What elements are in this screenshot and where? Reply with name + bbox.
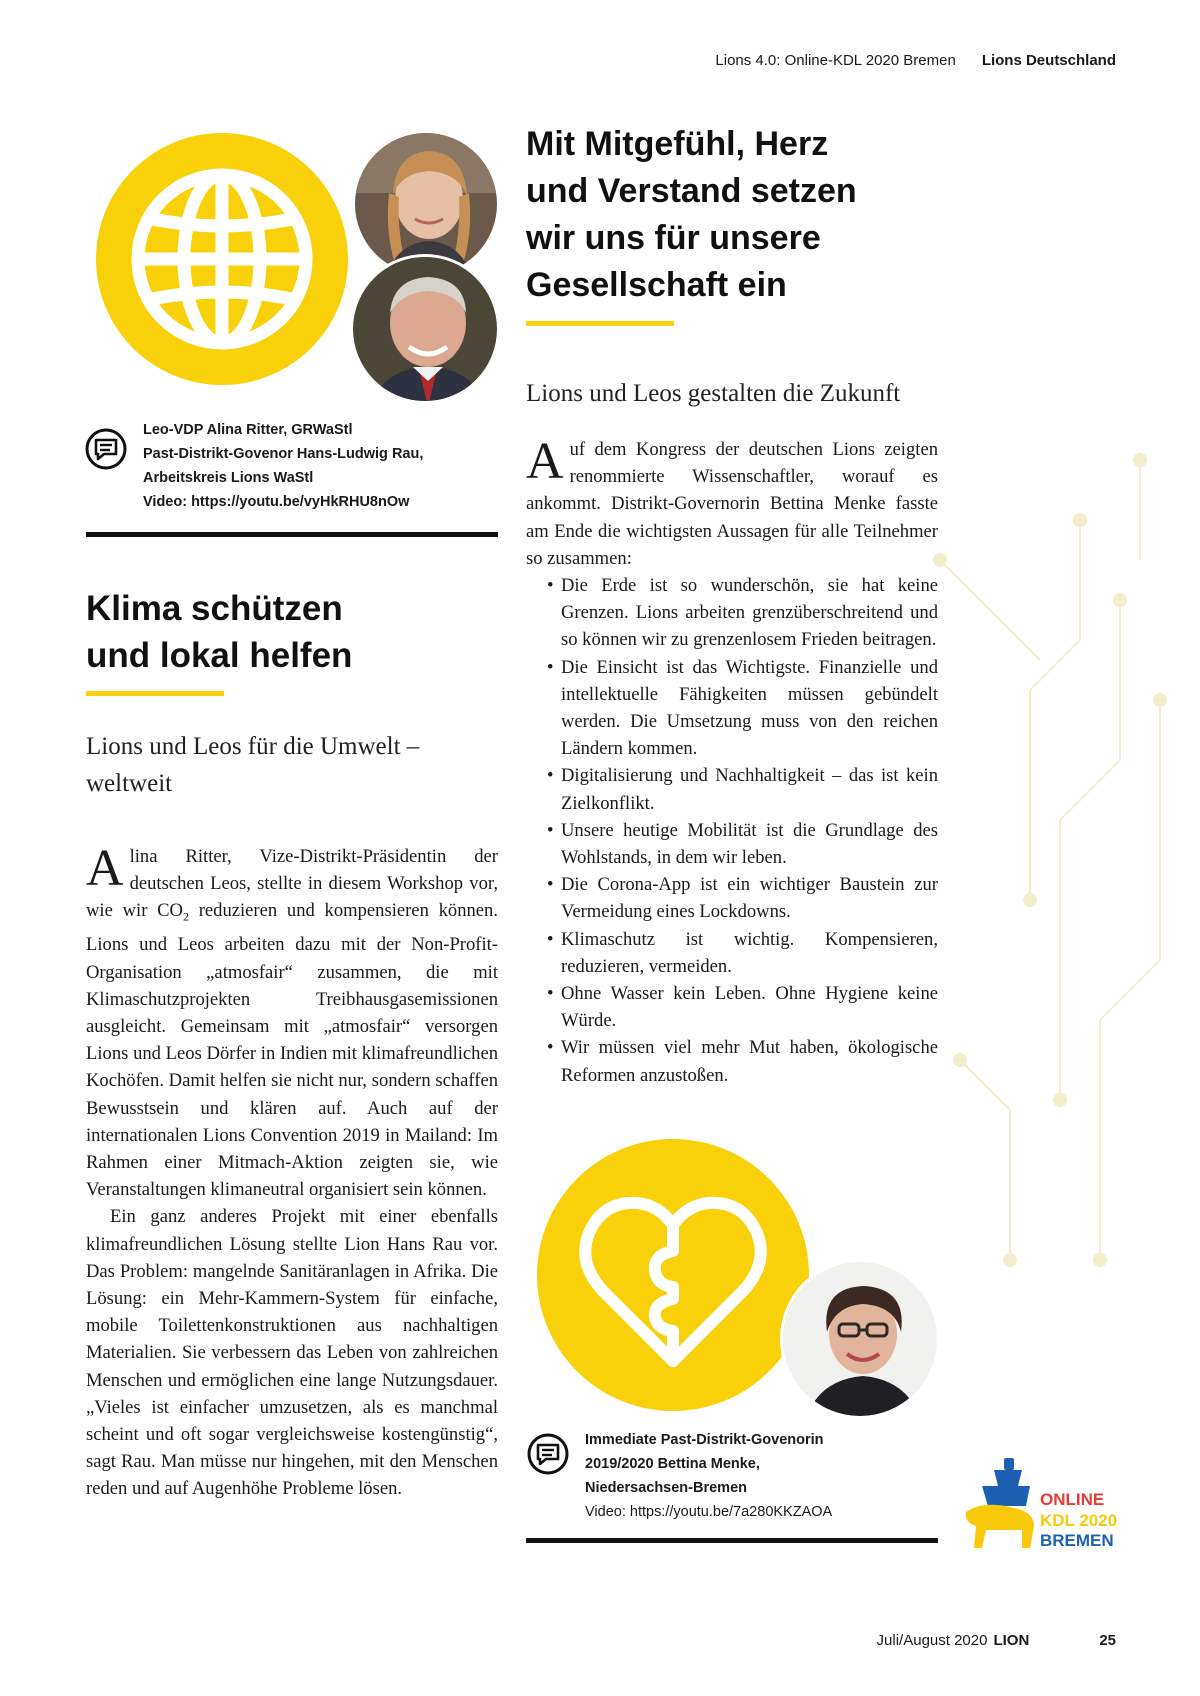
list-item: • Unsere heutige Mobilität ist die Grundlage des Wohlstands, in dem wir leben. — [526, 817, 938, 871]
left-body — [86, 840, 498, 1503]
issue-date: Juli/August 2020 — [876, 1632, 988, 1649]
caption-line: Immediate Past-Distrikt-Govenorin — [585, 1432, 824, 1448]
magazine-name: LION — [993, 1632, 1030, 1649]
list-item: • Wir müssen viel mehr Mut haben, ökologische Reformen anzustoßen. — [526, 1034, 938, 1088]
list-item: • Digitalisierung und Nachhaltigkeit – das ist kein Zielkonflikt. — [526, 762, 938, 816]
right-subhead: Lions und Leos gestalten die Zukunft — [526, 380, 901, 407]
caption-divider — [526, 1538, 938, 1543]
issue-title: Lions 4.0: Online-KDL 2020 Bremen — [715, 52, 956, 69]
left-caption — [143, 418, 503, 514]
video-comment-icon — [526, 1432, 570, 1476]
globe-icon — [96, 133, 348, 385]
key-statements-list — [526, 572, 938, 1089]
right-headline-rule — [526, 321, 674, 326]
photo-bettina-menke — [780, 1259, 940, 1419]
dropcap: A — [86, 840, 124, 897]
page-footer — [877, 1632, 1116, 1649]
left-paragraph-2: Ein ganz anderes Projekt mit einer ebenfalls klimafreundlichen Lösung stellte Lion Hans Rau vor. Das Problem: mangelnde Sanitäranlagen in Afrika. Die Lösung: ein Mehr-Kammern-System für einfache, mobile Toilettenkonstruktionen aus nachhaltigen Materialien. Sie verbessern das Leben von zahlreichen Menschen und ermöglichen eine lange Nutzungsdauer. „Vieles ist einfacher umzusetzen, als es manchmal scheint und oft sogar vergleichsweise kostengünstig“, sagt Rau. Man müsse nur hingehen, mit den Menschen reden und auf Augenhöhe Probleme lösen. — [86, 1206, 498, 1500]
caption-line: 2019/2020 Bettina Menke, — [585, 1456, 760, 1472]
globe-graphic — [96, 133, 348, 385]
logo-kdl: KDL 2020 — [1040, 1511, 1118, 1530]
video-comment-icon — [84, 427, 128, 471]
caption-video-link[interactable]: Video: https://youtu.be/7a280KKZAOA — [585, 1504, 833, 1520]
list-item: • Klimaschutz ist wichtig. Kompensieren, reduzieren, vermeiden. — [526, 926, 938, 980]
photo-hans-ludwig-rau — [350, 254, 500, 404]
logo-bremen: BREMEN — [1040, 1531, 1114, 1550]
caption-line: Leo-VDP Alina Ritter, GRWaStl — [143, 422, 353, 438]
heart-graphic — [537, 1139, 809, 1411]
heart-puzzle-icon — [537, 1139, 809, 1411]
left-subhead: Lions und Leos für die Umwelt – weltweit — [86, 733, 420, 797]
section-name: Lions Deutschland — [981, 52, 1116, 69]
left-paragraph-1: Alina Ritter, Vize-Distrikt-Präsidentin der deutschen Leos, stellte in diesem Workshop vor, wie wir $CO_2$ reduzieren und kompensieren können. Lions und Leos arbeiten dazu mit der Non-Profit-Organisation „atmosfair“ zusammen, die mit Klimaschutzprojekten Treibhausgasemissionen ausgleicht. Gemeinsam mit „atmosfair“ versorgen Lions und Leos Dörfer in Indien mit klimafreundlichen Kochöfen. Damit helfen sie nicht nur, sondern schaffen Bewusstsein und klären auf. Auch auf der internationalen Lions Convention 2019 in Mailand: Im Rahmen einer Mitmach-Aktion zeigten sie, wie Veranstaltungen klimaneutral organisiert sein können. — [86, 840, 498, 1201]
page-header — [715, 52, 1116, 69]
page-number: 25 — [1099, 1632, 1116, 1649]
list-item: • Die Erde ist so wunderschön, sie hat keine Grenzen. Lions arbeiten grenzüberschreitend und so können wir zu grenzenlosem Frieden beitragen. — [526, 572, 938, 654]
list-item: • Die Corona-App ist ein wichtiger Baustein zur Vermeidung eines Lockdowns. — [526, 871, 938, 925]
caption-line: Arbeitskreis Lions WaStl — [143, 470, 314, 486]
logo-online: ONLINE — [1040, 1490, 1105, 1509]
list-item: • Ohne Wasser kein Leben. Ohne Hygiene keine Würde. — [526, 980, 938, 1034]
dropcap: A — [526, 433, 564, 490]
right-intro: Auf dem Kongress der deutschen Lions zeigten renommierte Wissenschaftler, worauf es ankommt. Distrikt-Governorin Bettina Menke fasste am Ende die wichtigsten Aussagen für alle Teilnehmer so zusammen: — [526, 433, 938, 569]
right-caption — [585, 1428, 955, 1524]
right-headline: Mit Mitgefühl, Herz und Verstand setzen wir uns für unsere Gesellschaft ein — [526, 125, 857, 304]
caption-divider — [86, 532, 498, 537]
caption-video-link[interactable]: Video: https://youtu.be/vyHkRHU8nOw — [143, 494, 410, 510]
caption-line: Niedersachsen-Bremen — [585, 1480, 747, 1496]
caption-line: Past-Distrikt-Govenor Hans-Ludwig Rau, — [143, 446, 424, 462]
list-item: • Die Einsicht ist das Wichtigste. Finanzielle und intellektuelle Fähigkeiten müssen gebündelt werden. Die Umsetzung muss von den reichen Ländern kommen. — [526, 654, 938, 763]
left-headline: Klima schützen und lokal helfen — [86, 589, 353, 675]
right-body — [526, 433, 938, 1089]
left-headline-rule — [86, 691, 224, 696]
